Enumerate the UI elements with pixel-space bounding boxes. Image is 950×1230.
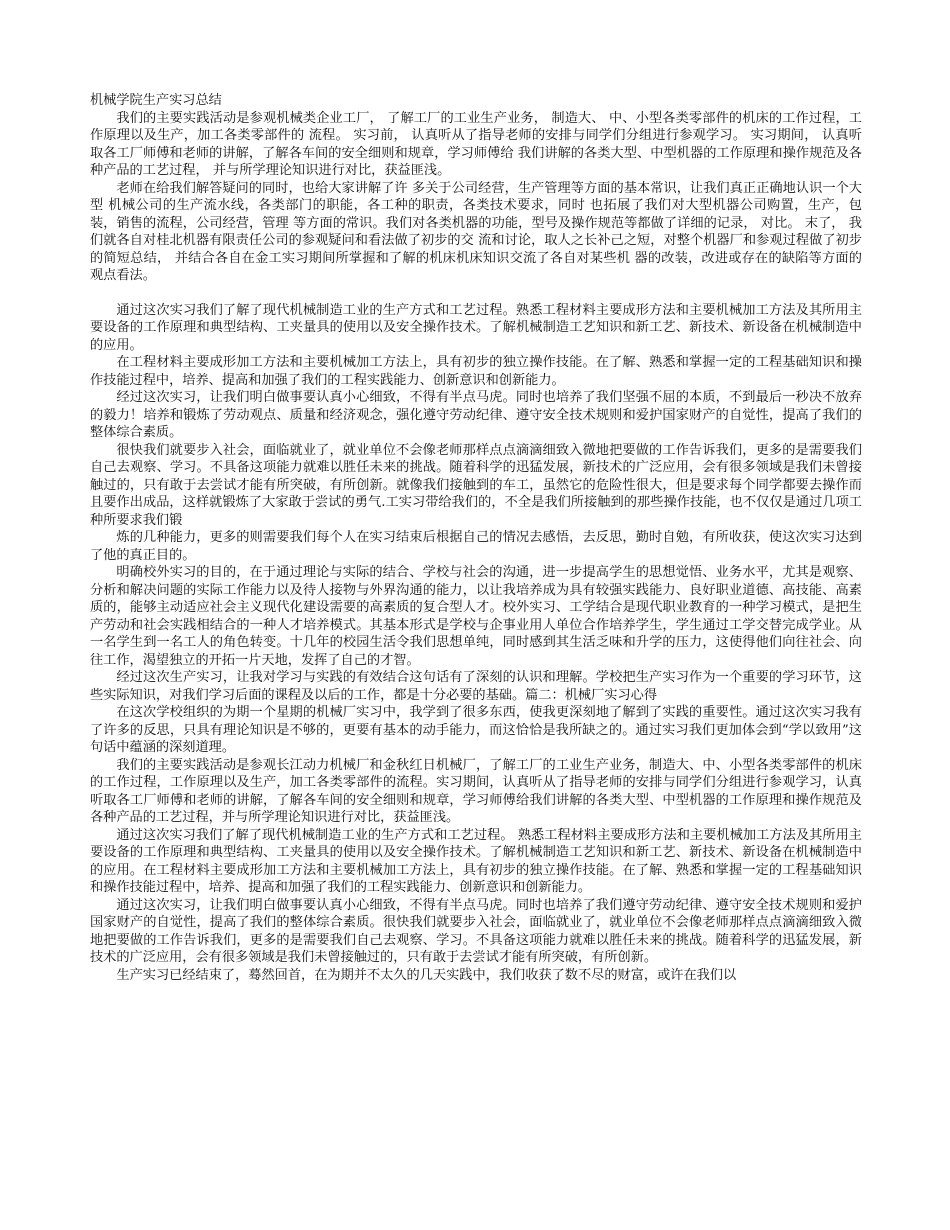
document-body <box>90 92 862 984</box>
paragraph: 我们的主要实践活动是参观机械类企业工厂， 了解工厂的工业生产业务， 制造大、 中、小型各类零部件的机床的工作过程，工作原理以及生产，加工各类零部件的 流程。 实习前， 认真听从了指导老师的安排与同学们分组进行参观学习。 实习期间， 认真听取各工厂师傅和老师的讲解，了解各车间的安全细则和规章，学习师傅给 我们讲解的各类大型、中型机器的工作原理和操作规范及各种产品的工艺过程， 并与所学理论知识进行对比，获益匪浅。 <box>90 110 862 178</box>
paragraph: 老师在给我们解答疑问的同时，也给大家讲解了许 多关于公司经营，生产管理等方面的基本常识，让我们真正正确地认识一个大型 机械公司的生产流水线，各类部门的职能，各工种的职责，各类技术要求，同时 也拓展了我们对大型机器公司购置，生产，包装，销售的流程，公司经营，管理 等方面的常识。我们对各类机器的功能，型号及操作规范等都做了详细的记录， 对比。 末了， 我们就各自对桂北机器有限责任公司的参观疑问和看法做了初步的交 流和讨论，取人之长补己之短，对整个机器厂和参观过程做了初步的简短总结， 并结合各自在金工实习期间所掌握和了解的机床机床知识交流了各自对某些机 器的改装，改进或存在的缺陷等方面的观点看法。 <box>90 180 862 283</box>
document-title: 机械学院生产实习总结 <box>90 93 222 108</box>
paragraph: 炼的几种能力，更多的则需要我们每个人在实习结束后根据自己的情况去感悟，去反思，勤时自勉，有所收获，使这次实习达到了他的真正目的。 <box>90 530 862 563</box>
paragraph: 在工程材料主要成形加工方法和主要机械加工方法上，具有初步的独立操作技能。在了解、熟悉和掌握一定的工程基础知识和操作技能过程中，培养、提高和加强了我们的工程实践能力、创新意识和创新能力。 <box>90 355 862 388</box>
paragraph: 生产实习已经结束了，蓦然回首，在为期并不太久的几天实践中，我们收获了数不尽的财富，或许在我们以 <box>116 967 737 983</box>
paragraph-gap <box>90 285 862 302</box>
paragraph: 我们的主要实践活动是参观长江动力机械厂和金秋红日机械厂，了解工厂的工业生产业务，制造大、中、小型各类零部件的机床的工作过程，工作原理以及生产，加工各类零部件的流程。实习期间，认真听从了指导老师的安排与同学们分组进行参观学习，认真听取各工厂师傅和老师的讲解，了解各车间的安全细则和规章，学习师傅给我们讲解的各类大型、中型机器的工作原理和操作规范及各种产品的工艺过程，并与所学理论知识进行对比，获益匪浅。 <box>90 757 862 825</box>
paragraph: 明确校外实习的目的，在于通过理论与实际的结合、学校与社会的沟通，进一步提高学生的思想觉悟、业务水平，尤其是观察、分析和解决问题的实际工作能力以及待人接物与外界沟通的能力，以让我培养成为具有较强实践能力、良好职业道德、高技能、高素质的，能够主动适应社会主义现代化建设需要的高素质的复合型人才。校外实习、工学结合是现代职业教育的一种学习模式，是把生产劳动和社会实践相结合的一种人才培养模式。其基本形式是学校与企事业用人单位合作培养学生，学生通过工学交替完成学业。从一名学生到一名工人的角色转变。十几年的校园生活令我们思想单纯，同时感到其生活乏味和升学的压力，这使得他们向往社会、向往工作，渴望独立的开拓一片天地，发挥了自己的才智。 <box>90 565 862 668</box>
paragraph: 通过这次实习，让我们明白做事要认真小心细致，不得有半点马虎。同时也培养了我们遵守劳动纪律、遵守安全技术规则和爱护国家财产的自觉性，提高了我们的整体综合素质。很快我们就要步入社会，面临就业了，就业单位不会像老师那样点点滴滴细致入微地把要做的工作告诉我们，更多的是需要我们自己去观察、学习。不具备这项能力就难以胜任未来的挑战。随着科学的迅猛发展，新技术的广泛应用，会有很多领域是我们未曾接触过的，只有敢于去尝试才能有所突破，有所创新。 <box>90 897 862 965</box>
paragraph: 很快我们就要步入社会，面临就业了，就业单位不会像老师那样点点滴滴细致入微地把要做的工作告诉我们，更多的是需要我们自己去观察、学习。不具备这项能力就难以胜任未来的挑战。随着科学的迅猛发展，新技术的广泛应用，会有很多领域是我们未曾接触过的，只有敢于去尝试才能有所突破，有所创新。就像我们接触到的车工，虽然它的危险性很大，但是要求每个同学都要去操作而且要作出成品，这样就锻炼了大家敢于尝试的勇气.工实习带给我们的，不全是我们所接触到的那些操作技能，也不仅仅是通过几项工种所要求我们锻 <box>90 442 862 528</box>
paragraph: 通过这次实习我们了解了现代机械制造工业的生产方式和工艺过程。熟悉工程材料主要成形方法和主要机械加工方法及其所用主要设备的工作原理和典型结构、工夹量具的使用以及安全操作技术。了解机械制造工艺知识和新工艺、新技术、新设备在机械制造中的应用。 <box>90 302 862 353</box>
paragraph: 经过这次实习，让我们明白做事要认真小心细致，不得有半点马虎。同时也培养了我们坚强不屈的本质，不到最后一秒决不放弃的毅力！培养和锻炼了劳动观点、质量和经济观念，强化遵守劳动纪律、遵守安全技术规则和爱护国家财产的自觉性，提高了我们的整体综合素质。 <box>90 390 862 440</box>
paragraph: 在这次学校组织的为期一个星期的机械厂实习中，我学到了很多东西，使我更深刻地了解到了实践的重要性。通过这次实习我有了许多的反思，只具有理论知识是不够的，更要有基本的动手能力，而这恰恰是我所缺之的。通过实习我们更加体会到“学以致用”这句话中蕴涵的深刻道理。 <box>90 705 862 755</box>
paragraph: 经过这次生产实习，让我对学习与实践的有效结合这句话有了深刻的认识和理解。学校把生产实习作为一个重要的学习环节，这些实际知识，对我们学习后面的课程及以后的工作，都是十分必要的基础。篇二：机械厂实习心得 <box>90 670 862 703</box>
paragraph: 通过这次实习我们了解了现代机械制造工业的生产方式和工艺过程。 熟悉工程材料主要成形方法和主要机械加工方法及其所用主要设备的工作原理和典型结构、工夹量具的使用以及安全操作技术。了解机械制造工艺知识和新工艺、新技术、新设备在机械制造中的应用。在工程材料主要成形加工方法和主要机械加工方法上，具有初步的独立操作技能。在了解、熟悉和掌握一定的工程基础知识和操作技能过程中，培养、提高和加强了我们的工程实践能力、创新意识和创新能力。 <box>90 827 862 895</box>
